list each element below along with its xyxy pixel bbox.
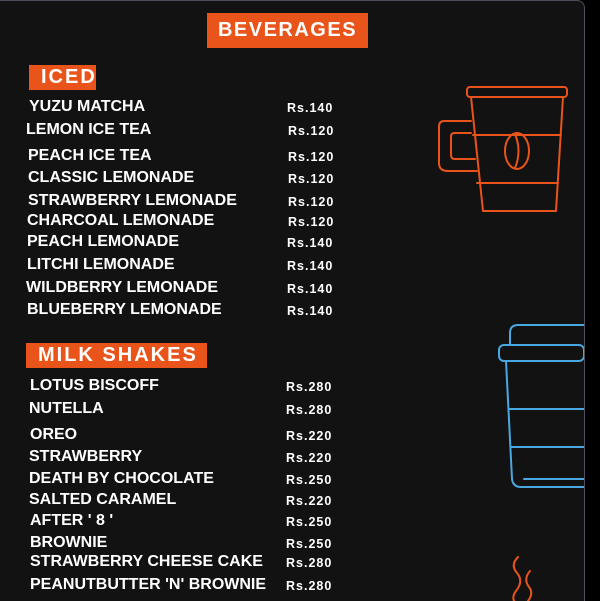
menu-item (0, 489, 380, 511)
menu-item (0, 254, 380, 276)
item-name: NUTELLA (29, 400, 104, 417)
takeaway-cup-icon (498, 319, 584, 491)
menu-item (0, 398, 380, 420)
item-price: Rs.120 (288, 150, 335, 164)
menu-item (0, 210, 380, 232)
item-price: Rs.220 (286, 494, 333, 508)
item-price: Rs.140 (287, 259, 334, 273)
menu-item (0, 231, 380, 253)
item-name: PEANUTBUTTER 'N' BROWNIE (30, 576, 267, 593)
item-price: Rs.220 (286, 429, 333, 443)
menu-item (0, 446, 380, 468)
item-name: LEMON ICE TEA (26, 121, 152, 138)
item-price: Rs.120 (288, 215, 335, 229)
item-price: Rs.140 (287, 304, 334, 318)
menu-item (0, 299, 380, 321)
item-price: Rs.280 (286, 380, 333, 394)
menu-item (0, 574, 380, 596)
item-price: Rs.120 (288, 124, 335, 138)
item-name: BLUEBERRY LEMONADE (27, 301, 222, 318)
item-name: CHARCOAL LEMONADE (27, 212, 215, 229)
item-name: STRAWBERRY (29, 448, 143, 465)
item-price: Rs.280 (286, 556, 333, 570)
item-name: DEATH BY CHOCOLATE (29, 470, 214, 487)
item-price: Rs.220 (286, 451, 333, 465)
item-name: OREO (30, 426, 78, 443)
item-name: YUZU MATCHA (29, 98, 146, 115)
item-name: PEACH LEMONADE (27, 233, 180, 250)
item-name: PEACH ICE TEA (28, 147, 152, 164)
item-price: Rs.250 (286, 515, 333, 529)
item-name: WILDBERRY LEMONADE (26, 279, 218, 296)
item-price: Rs.250 (286, 473, 333, 487)
section-title-milk-shakes: MILK SHAKES (26, 343, 207, 368)
item-name: LOTUS BISCOFF (30, 377, 159, 394)
item-name: STRAWBERRY LEMONADE (28, 192, 237, 209)
item-price: Rs.120 (288, 195, 335, 209)
item-name: LITCHI LEMONADE (27, 256, 175, 273)
menu-item (0, 145, 380, 167)
menu-item (0, 190, 380, 212)
menu-item (0, 375, 380, 397)
menu-item (0, 277, 380, 299)
menu-item (0, 510, 380, 532)
item-price: Rs.140 (287, 282, 334, 296)
section-title-iced: ICED (29, 65, 96, 90)
steam-icon (508, 551, 538, 601)
coffee-mug-icon (432, 79, 577, 219)
menu-item (0, 96, 380, 118)
item-name: BROWNIE (30, 534, 108, 551)
item-name: STRAWBERRY CHEESE CAKE (30, 553, 263, 570)
item-price: Rs.120 (288, 172, 335, 186)
menu-item (0, 167, 380, 189)
item-price: Rs.140 (287, 101, 334, 115)
item-name: AFTER ' 8 ' (30, 512, 114, 529)
item-price: Rs.140 (287, 236, 334, 250)
page-title: BEVERAGES (207, 13, 368, 48)
item-price: Rs.250 (286, 537, 333, 551)
menu-item (0, 468, 380, 490)
menu-item (0, 119, 380, 141)
item-price: Rs.280 (286, 579, 333, 593)
item-price: Rs.280 (286, 403, 333, 417)
item-name: SALTED CARAMEL (29, 491, 177, 508)
item-name: CLASSIC LEMONADE (28, 169, 195, 186)
menu-item (0, 424, 380, 446)
menu-item (0, 551, 380, 573)
